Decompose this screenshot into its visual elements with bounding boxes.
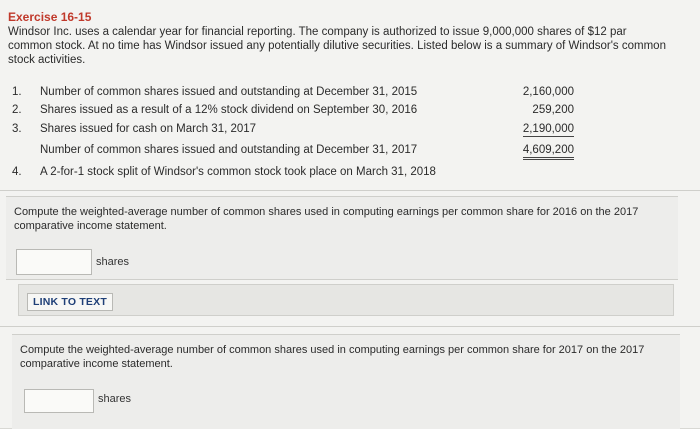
activity-text: Number of common shares issued and outstanding at December 31, 2015	[40, 86, 418, 98]
activity-value: 259,200	[532, 104, 574, 116]
question-panel	[12, 334, 680, 429]
shares-input[interactable]	[16, 249, 92, 275]
activity-row	[12, 166, 574, 180]
link-bar	[18, 284, 674, 316]
activity-total-value: 4,609,200	[523, 144, 574, 160]
activity-value: 2,160,000	[522, 86, 574, 98]
activity-row	[12, 104, 574, 118]
question-panel	[6, 196, 678, 280]
activity-number: 4.	[12, 166, 22, 178]
activity-number: 1.	[12, 86, 22, 98]
shares-unit-label: shares	[96, 256, 130, 268]
activity-row	[12, 86, 574, 100]
activity-total-row	[12, 144, 574, 161]
activity-number: 3.	[12, 123, 22, 135]
activity-row	[12, 123, 574, 139]
shares-unit-label: shares	[98, 393, 132, 405]
question-text: Compute the weighted-average number of common shares used in computing earnings per common share for 2017 on the 2017 comparative income statement.	[20, 344, 645, 370]
question-text: Compute the weighted-average number of common shares used in computing earnings per common share for 2016 on the 2017 comparative income statement.	[14, 206, 639, 232]
section-divider	[0, 326, 700, 327]
activity-text: A 2-for-1 stock split of Windsor's common stock took place on March 31, 2018	[40, 166, 436, 178]
activity-text: Shares issued as a result of a 12% stock dividend on September 30, 2016	[40, 104, 418, 116]
section-divider	[0, 190, 700, 191]
shares-input[interactable]	[24, 389, 94, 413]
activity-number: 2.	[12, 104, 22, 116]
activity-text: Number of common shares issued and outstanding at December 31, 2017	[40, 144, 418, 156]
exercise-title: Exercise 16-15	[8, 10, 92, 24]
exercise-intro: Windsor Inc. uses a calendar year for financial reporting. The company is authorized to issue 9,000,000 shares of $12 par common stock. At no time has Windsor issued any potentially dilutive securities. Listed below is a summary of Windsor's common stock activities.	[8, 26, 666, 66]
link-to-text-button[interactable]: LINK TO TEXT	[27, 293, 113, 311]
activity-value: 2,190,000	[522, 123, 574, 135]
activity-text: Shares issued for cash on March 31, 2017	[40, 123, 257, 135]
